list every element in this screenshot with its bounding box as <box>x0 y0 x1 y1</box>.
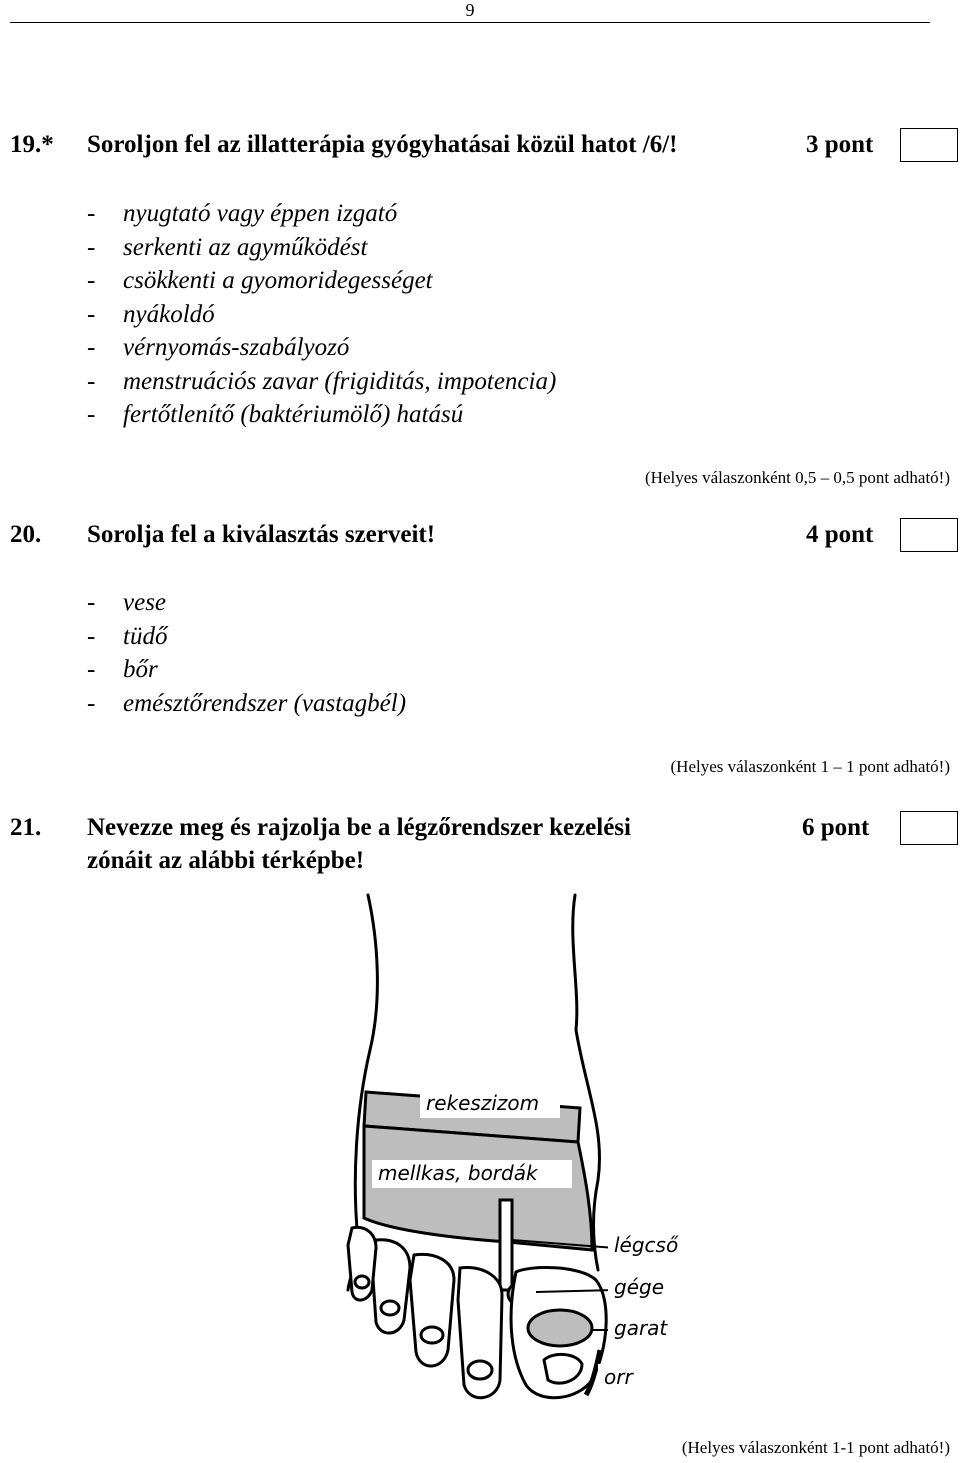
list-item: - fertőtlenítő (baktériumölő) hatású <box>87 401 464 428</box>
q19-answer-list <box>87 200 556 435</box>
page-number: 9 <box>465 0 475 20</box>
list-item: - bőr <box>87 656 158 683</box>
q20-answer-list <box>87 589 406 723</box>
small-toes <box>348 1227 502 1397</box>
list-item: - serkenti az agyműködést <box>87 233 368 261</box>
q21-score-box[interactable] <box>900 811 958 845</box>
q19-scoring-note: (Helyes válaszonként 0,5 – 0,5 pont adható!) <box>645 468 950 487</box>
label-nose: orr <box>604 1365 633 1389</box>
list-item: - vérnyomás-szabályozó <box>87 334 350 361</box>
list-item: - emésztőrendszer (vastagbél) <box>87 689 407 717</box>
header-rule <box>10 22 930 23</box>
pharynx-zone <box>528 1310 592 1346</box>
trachea-zone <box>500 1200 512 1290</box>
label-trachea: légcső <box>614 1233 679 1257</box>
q20-scoring-note: (Helyes válaszonként 1 – 1 pont adható!) <box>670 757 950 776</box>
q19-number: 19.* <box>10 131 54 158</box>
label-diaphragm: rekeszizom <box>426 1091 540 1115</box>
q21-points: 6 pont <box>802 814 870 841</box>
q19-question: Soroljon fel az illatterápia gyógyhatásai közül hatot /6/! <box>87 131 678 158</box>
list-item: - menstruációs zavar (frigiditás, impotencia) <box>87 367 557 395</box>
q19-score-box[interactable] <box>900 128 958 162</box>
q19-points: 3 pont <box>806 131 874 158</box>
q21-question-line2: zónáit az alábbi térképbe! <box>87 847 365 874</box>
list-item: - nyugtató vagy éppen izgató <box>87 200 398 227</box>
list-item: - tüdő <box>87 622 168 650</box>
q20-score-box[interactable] <box>900 518 958 552</box>
toe-3 <box>410 1254 454 1366</box>
q20-number: 20. <box>10 521 42 548</box>
q20-points: 4 pont <box>806 521 874 548</box>
list-item: - csökkenti a gyomoridegességet <box>87 267 433 294</box>
q20-question: Sorolja fel a kiválasztás szerveit! <box>87 521 436 548</box>
list-item: - vese <box>87 589 167 616</box>
q21-number: 21. <box>10 814 42 841</box>
list-item: - nyákoldó <box>87 300 215 328</box>
label-chest-ribs: mellkas, bordák <box>378 1161 538 1185</box>
label-pharynx: garat <box>614 1316 668 1340</box>
q21-scoring-note: (Helyes válaszonként 1-1 pont adható!) <box>681 1438 950 1457</box>
foot-reflexology-map <box>330 880 710 1440</box>
label-larynx: gége <box>614 1275 664 1299</box>
toe-4 <box>372 1240 410 1333</box>
q21-question-line1: Nevezze meg és rajzolja be a légzőrendszer kezelési <box>87 814 631 841</box>
